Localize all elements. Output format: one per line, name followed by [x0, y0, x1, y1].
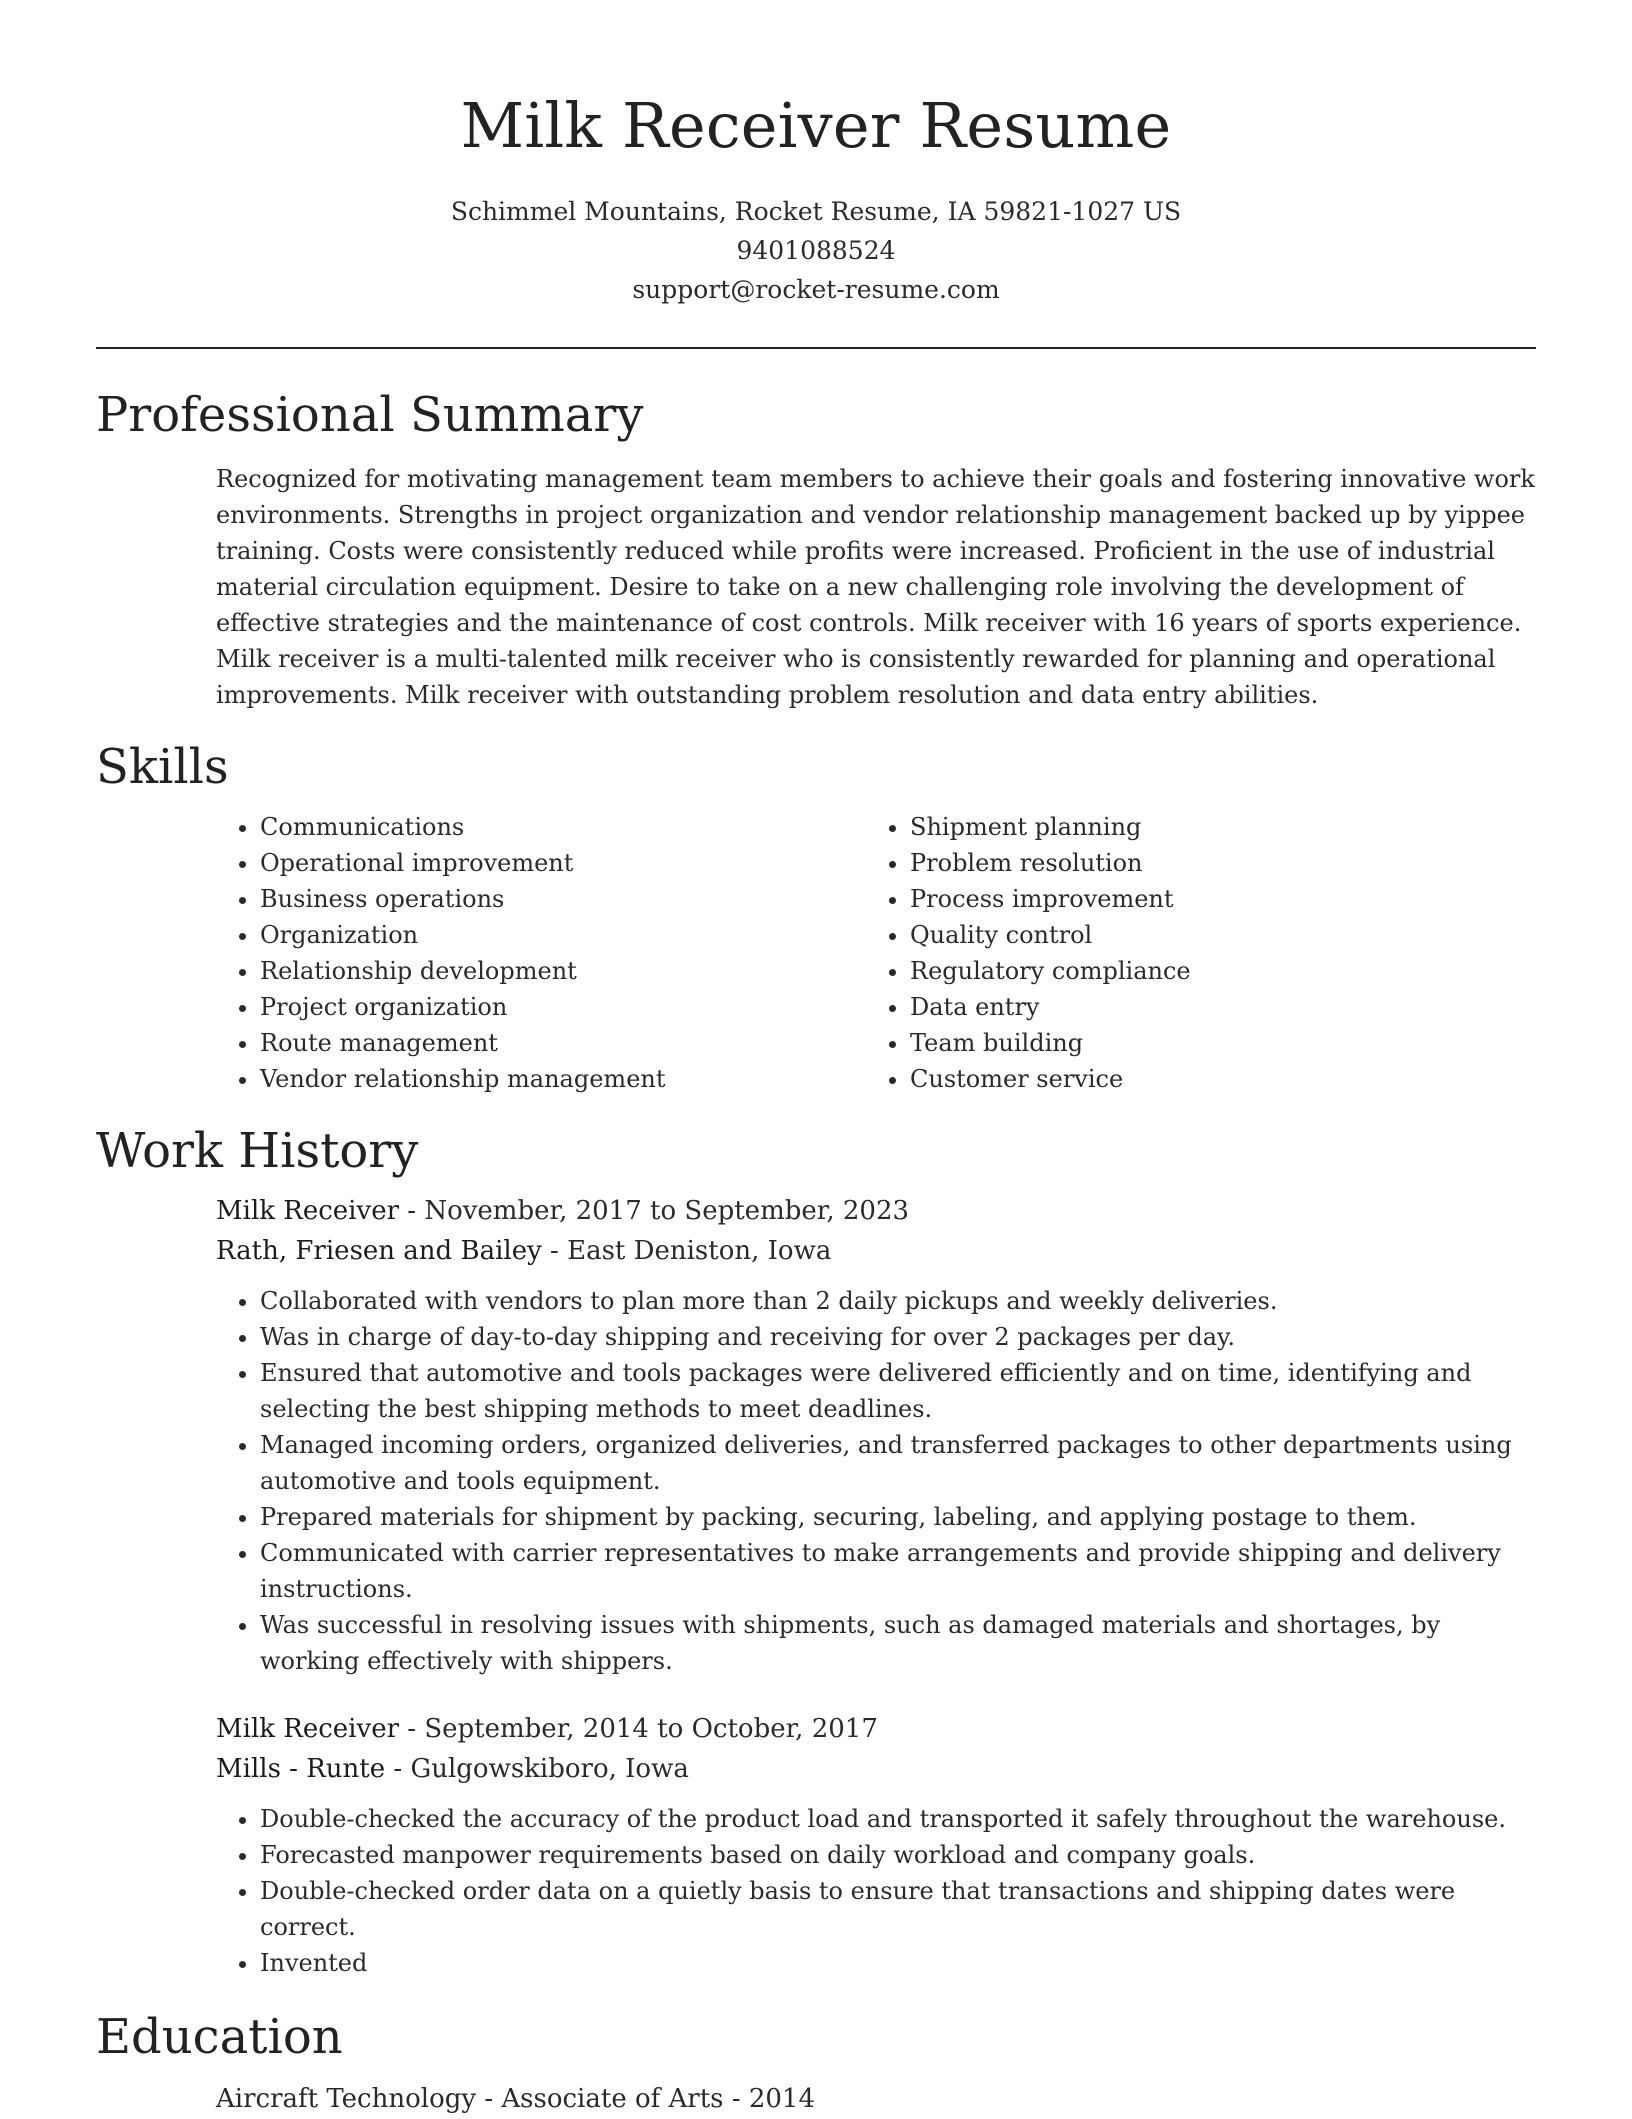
job-title-line [216, 1709, 1536, 1749]
job-bullet: • Was in charge of day-to-day shipping and receiving for over 2 packages per day. [260, 1319, 1536, 1355]
skill-item: • Operational improvement [260, 845, 866, 881]
job-bullet: • Collaborated with vendors to plan more than 2 daily pickups and weekly deliveries. [260, 1283, 1536, 1319]
skills-column-right [866, 809, 1516, 1097]
job-dates: - November, 2017 to September, 2023 [399, 1196, 910, 1226]
job-bullet: • Communicated with carrier representatives to make arrangements and provide shipping and delivery instructions. [260, 1535, 1536, 1607]
skill-item: • Relationship development [260, 953, 866, 989]
education-section [96, 2007, 1536, 2119]
job-bullet: • Invented [260, 1945, 1536, 1981]
skill-item: • Vendor relationship management [260, 1061, 866, 1097]
work-history-section [96, 1121, 1536, 1981]
skills-grid [216, 809, 1536, 1097]
skills-column-left [216, 809, 866, 1097]
skill-item: • Process improvement [910, 881, 1516, 917]
skill-item: • Regulatory compliance [910, 953, 1516, 989]
skill-item: • Customer service [910, 1061, 1516, 1097]
job-company-line [216, 1749, 1536, 1789]
job-entry [216, 1709, 1536, 1981]
contact-address: Schimmel Mountains, Rocket Resume, IA 59821-1027 US [450, 197, 1182, 226]
skill-item: • Route management [260, 1025, 866, 1061]
job-bullet: • Forecasted manpower requirements based on daily workload and company goals. [260, 1837, 1536, 1873]
education-heading: Education [96, 2009, 343, 2065]
skill-item: • Shipment planning [910, 809, 1516, 845]
job-entry [216, 1191, 1536, 1679]
skill-item: • Organization [260, 917, 866, 953]
skills-section [96, 737, 1536, 1097]
skill-item: • Team building [910, 1025, 1516, 1061]
summary-heading: Professional Summary [96, 387, 644, 443]
resume-page [96, 0, 1536, 2119]
summary-text: Recognized for motivating management team members to achieve their goals and fostering innovative work environments. Strengths in project organization and vendor relationship management backed up by yippee training. Costs were consistently reduced while profits were increased. Proficient in the use of industrial material circulation equipment. Desire to take on a new challenging role involving the development of effective strategies and the maintenance of cost controls. Milk receiver with 16 years of sports experience. Milk receiver is a multi-talented milk receiver who is consistently rewarded for planning and operational improvements. Milk receiver with outstanding problem resolution and data entry abilities. [216, 465, 1535, 709]
job-company-line [216, 1231, 1536, 1271]
summary-section [96, 385, 1536, 713]
job-bullet: • Prepared materials for shipment by packing, securing, labeling, and applying postage to them. [260, 1499, 1536, 1535]
skill-item: • Project organization [260, 989, 866, 1025]
job-bullet: • Was successful in resolving issues with shipments, such as damaged materials and shortages, by working effectively with shippers. [260, 1607, 1536, 1679]
skill-item: • Quality control [910, 917, 1516, 953]
contact-block [96, 192, 1536, 309]
resume-header [96, 0, 1536, 309]
job-location: - East Deniston, Iowa [541, 1236, 832, 1266]
job-role: Milk Receiver [216, 1196, 400, 1226]
job-bullet: • Double-checked order data on a quietly basis to ensure that transactions and shipping dates were correct. [260, 1873, 1536, 1945]
education-entry: Aircraft Technology - Associate of Arts - 2014 [216, 2084, 815, 2114]
skill-item: • Data entry [910, 989, 1516, 1025]
job-title-line [216, 1191, 1536, 1231]
job-bullet: • Ensured that automotive and tools packages were delivered efficiently and on time, identifying and selecting the best shipping methods to meet deadlines. [260, 1355, 1536, 1427]
contact-phone: 9401088524 [736, 236, 896, 265]
skill-item: • Business operations [260, 881, 866, 917]
job-company: Rath, Friesen and Bailey [216, 1236, 542, 1266]
skill-item: • Problem resolution [910, 845, 1516, 881]
skills-heading: Skills [96, 739, 229, 795]
job-dates: - September, 2014 to October, 2017 [399, 1714, 878, 1744]
resume-title: Milk Receiver Resume [460, 89, 1172, 162]
work-history-heading: Work History [96, 1123, 419, 1179]
job-role: Milk Receiver [216, 1714, 400, 1744]
job-company: Mills - Runte [216, 1754, 386, 1784]
job-location: - Gulgowskiboro, Iowa [385, 1754, 689, 1784]
job-bullet: • Double-checked the accuracy of the product load and transported it safely throughout the warehouse. [260, 1801, 1536, 1837]
job-bullet: • Managed incoming orders, organized deliveries, and transferred packages to other departments using automotive and tools equipment. [260, 1427, 1536, 1499]
skill-item: • Communications [260, 809, 866, 845]
contact-email: support@rocket-resume.com [632, 275, 1000, 304]
header-divider [96, 347, 1536, 349]
